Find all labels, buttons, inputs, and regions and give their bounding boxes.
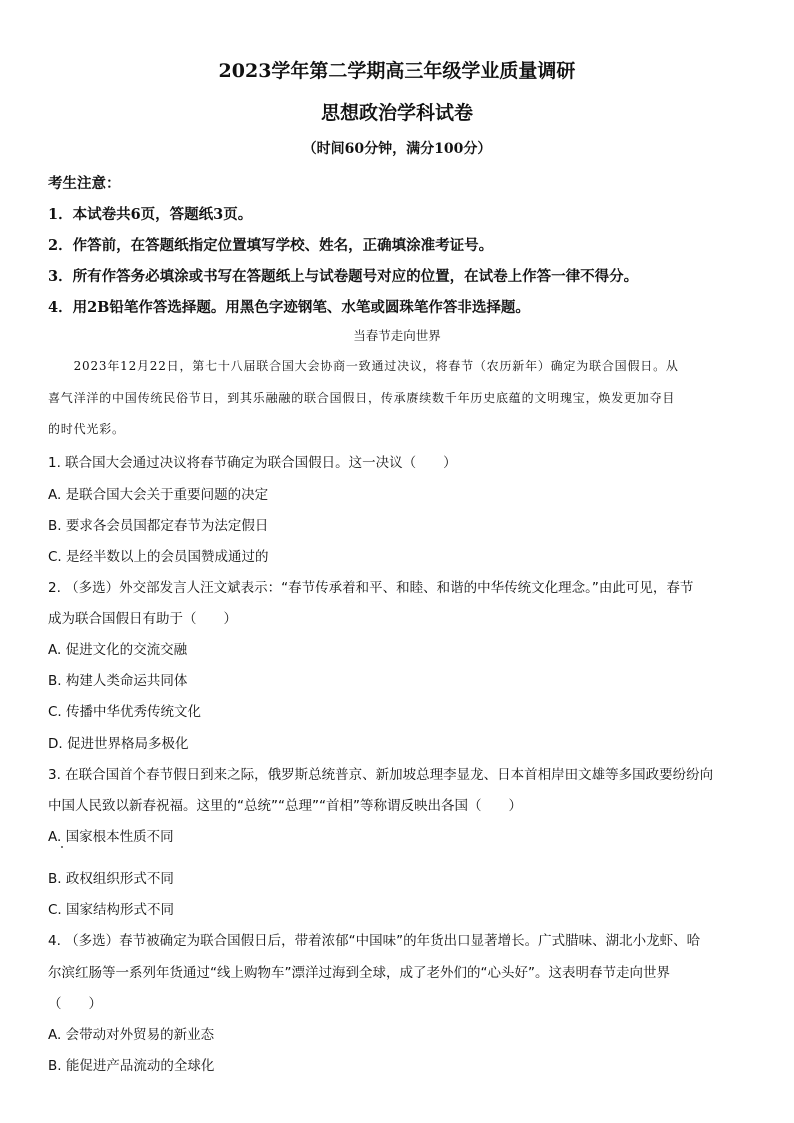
question-1-option-a: A. 是联合国大会关于重要问题的决定	[48, 487, 269, 503]
scan-dot	[61, 846, 63, 848]
notice-item: 4．用2B铅笔作答选择题。用黑色字迹钢笔、水笔或圆珠笔作答非选择题。	[48, 299, 530, 316]
question-2-option-d: D. 促进世界格局多极化	[48, 736, 189, 752]
question-4-stem: 4. （多选）春节被确定为联合国假日后，带着浓郁“中国味”的年货出口显著增长。广式腊味、湖北小龙虾、哈	[48, 933, 701, 949]
notice-item: 1．本试卷共6页，答题纸3页。	[48, 206, 253, 223]
question-2-stem: 成为联合国假日有助于（ ）	[48, 611, 237, 627]
notice-item: 2．作答前，在答题纸指定位置填写学校、姓名，正确填涂准考证号。	[48, 237, 494, 254]
section-title: 当春节走向世界	[353, 328, 441, 343]
exam-info: （时间60分钟，满分100分）	[302, 141, 492, 157]
question-2-stem: 2. （多选）外交部发言人汪文斌表示：“春节传承着和平、和睦、和谐的中华传统文化理念。”由此可见，春节	[48, 580, 694, 596]
question-4-option-a: A. 会带动对外贸易的新业态	[48, 1027, 215, 1043]
question-2-option-c: C. 传播中华优秀传统文化	[48, 704, 202, 720]
notice-item: 3．所有作答务必填涂或书写在答题纸上与试卷题号对应的位置，在试卷上作答一律不得分。	[48, 268, 639, 285]
question-2-option-b: B. 构建人类命运共同体	[48, 673, 188, 689]
question-2-option-a: A. 促进文化的交流交融	[48, 642, 188, 658]
question-3-option-b: B. 政权组织形式不同	[48, 871, 174, 887]
question-3-stem: 3. 在联合国首个春节假日到来之际，俄罗斯总统普京、新加坡总理李显龙、日本首相岸田文雄等多国政要纷纷向	[48, 767, 714, 783]
question-4-option-b: B. 能促进产品流动的全球化	[48, 1058, 215, 1074]
question-3-option-c: C. 国家结构形式不同	[48, 902, 175, 918]
exam-title: 2023学年第二学期高三年级学业质量调研	[218, 60, 576, 82]
passage-line: 的时代光彩。	[48, 422, 125, 436]
notice-heading: 考生注意：	[48, 175, 121, 192]
question-1-stem: 1. 联合国大会通过决议将春节确定为联合国假日。这一决议（ ）	[48, 455, 457, 471]
question-4-stem: （ ）	[48, 996, 102, 1012]
question-1-option-b: B. 要求各会员国都定春节为法定假日	[48, 518, 269, 534]
question-4-stem: 尔滨红肠等一系列年货通过“线上购物车”漂洋过海到全球，成了老外们的“心头好”。这表明春节走向世界	[48, 965, 670, 981]
passage-line: 喜气洋洋的中国传统民俗节日，到其乐融融的联合国假日，传承赓续数千年历史底蕴的文明瑰宝，焕发更加夺目	[48, 391, 676, 405]
question-1-option-c: C. 是经半数以上的会员国赞成通过的	[48, 549, 269, 565]
question-3-stem: 中国人民致以新春祝福。这里的“总统”“总理”“首相”等称谓反映出各国（ ）	[48, 798, 522, 814]
question-3-option-a: A. 国家根本性质不同	[48, 829, 174, 845]
passage-line: 2023年12月22日，第七十八届联合国大会协商一致通过决议，将春节（农历新年）确定为联合国假日。从	[48, 359, 679, 373]
exam-subject: 思想政治学科试卷	[320, 102, 473, 124]
